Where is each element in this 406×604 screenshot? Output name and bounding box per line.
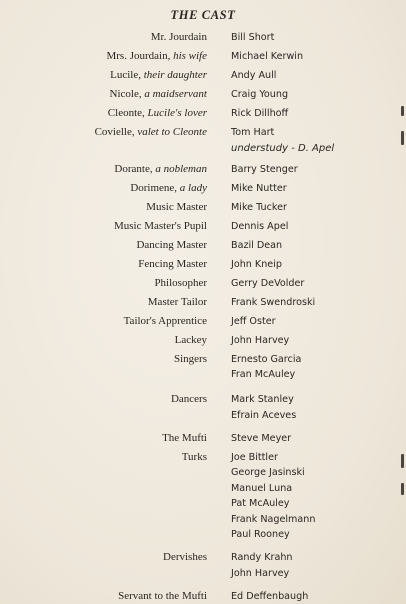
cast-row bbox=[0, 331, 406, 350]
role-label: Dervishes bbox=[163, 551, 207, 563]
actor-name: Andy Aull bbox=[231, 70, 277, 81]
role-label: Dorimene, bbox=[130, 181, 180, 194]
role-label: Master Tailor bbox=[147, 295, 207, 308]
role-name bbox=[0, 548, 207, 565]
actor-list bbox=[231, 448, 401, 543]
cast-row bbox=[0, 390, 406, 425]
actor-name: Craig Young bbox=[231, 89, 289, 100]
cast-row bbox=[0, 312, 406, 331]
actor-name: Paul Rooney bbox=[231, 529, 290, 540]
cast-row bbox=[0, 217, 406, 236]
role-name bbox=[0, 104, 207, 121]
role-name bbox=[0, 179, 207, 196]
actor-name: Mark Stanley bbox=[231, 394, 294, 405]
actor-name: Dennis Apel bbox=[231, 220, 289, 232]
actor-name: Frank Nagelmann bbox=[231, 513, 316, 525]
actor-list bbox=[231, 293, 401, 311]
actor-list bbox=[231, 548, 401, 581]
actor-list bbox=[231, 350, 401, 383]
role-name bbox=[0, 350, 207, 367]
cast-row bbox=[0, 85, 406, 104]
actor-list bbox=[231, 255, 401, 273]
role-label: Mrs. Jourdain, bbox=[106, 50, 174, 62]
actor-name: Ernesto Garcia bbox=[231, 353, 302, 365]
actor-name: Manuel Luna bbox=[231, 482, 293, 494]
role-label: The Mufti bbox=[162, 431, 207, 444]
role-name bbox=[0, 85, 207, 102]
actor-list bbox=[231, 274, 401, 292]
role-label: Servant to the Mufti bbox=[118, 589, 207, 602]
actor-name: John Kneip bbox=[231, 258, 282, 270]
role-name bbox=[0, 66, 207, 83]
actor-name: Michael Kerwin bbox=[231, 51, 304, 62]
staple-mark bbox=[401, 131, 404, 145]
role-label: Nicole, bbox=[109, 88, 145, 100]
role-name bbox=[0, 331, 207, 348]
role-name bbox=[0, 312, 207, 329]
role-description: Lucile's lover bbox=[147, 107, 207, 119]
staple-mark bbox=[401, 454, 404, 468]
actor-list bbox=[231, 390, 401, 423]
cast-row bbox=[0, 293, 406, 312]
actor-name: John Harvey bbox=[231, 567, 290, 579]
cast-row bbox=[0, 236, 406, 255]
actor-name: Tom Hart bbox=[231, 127, 275, 138]
actor-name: Joe Bittler bbox=[231, 451, 278, 463]
role-name bbox=[0, 293, 207, 310]
actor-list bbox=[231, 312, 401, 330]
role-description: a lady bbox=[179, 181, 207, 194]
role-label: Lackey bbox=[174, 333, 207, 346]
role-label: Tailor's Apprentice bbox=[123, 314, 207, 327]
cast-row bbox=[0, 198, 406, 217]
actor-name: Bazil Dean bbox=[231, 239, 283, 251]
role-name bbox=[0, 28, 207, 45]
role-name bbox=[0, 390, 207, 407]
actor-list bbox=[231, 587, 401, 604]
staple-mark bbox=[401, 483, 404, 495]
role-description: valet to Cleonte bbox=[137, 126, 207, 138]
actor-list bbox=[231, 331, 401, 349]
role-description: his wife bbox=[173, 50, 207, 62]
actor-list bbox=[231, 104, 401, 122]
role-name bbox=[0, 47, 207, 64]
actor-name: Barry Stenger bbox=[231, 163, 298, 175]
actor-name: Pat McAuley bbox=[231, 498, 290, 509]
role-name bbox=[0, 236, 207, 253]
role-label: Singers bbox=[174, 352, 207, 365]
role-name bbox=[0, 587, 207, 604]
role-description: a nobleman bbox=[155, 162, 207, 175]
actor-name: Gerry DeVolder bbox=[231, 277, 305, 289]
cast-row bbox=[0, 47, 406, 66]
actor-name: John Harvey bbox=[231, 334, 290, 346]
actor-list bbox=[231, 160, 401, 178]
role-label: Mr. Jourdain bbox=[150, 31, 207, 43]
actor-list bbox=[231, 429, 401, 447]
role-label: Fencing Master bbox=[138, 257, 207, 270]
cast-row bbox=[0, 28, 406, 47]
actor-list bbox=[231, 198, 401, 216]
cast-row bbox=[0, 255, 406, 274]
actor-name: Efrain Aceves bbox=[231, 409, 297, 421]
actor-list bbox=[231, 123, 401, 156]
actor-list bbox=[231, 179, 401, 197]
actor-name: Mike Tucker bbox=[231, 201, 287, 213]
role-label: Turks bbox=[181, 450, 207, 463]
actor-name: Jeff Oster bbox=[231, 315, 276, 327]
actor-list bbox=[231, 28, 401, 46]
role-name bbox=[0, 217, 207, 234]
cast-list bbox=[0, 28, 406, 604]
actor-name: Fran McAuley bbox=[231, 369, 296, 380]
role-label: Dorante, bbox=[114, 162, 156, 175]
role-label: Covielle, bbox=[94, 126, 138, 138]
actor-list bbox=[231, 217, 401, 235]
cast-row bbox=[0, 350, 406, 385]
cast-row bbox=[0, 123, 406, 158]
staple-mark bbox=[401, 106, 404, 116]
role-label: Music Master's Pupil bbox=[113, 219, 207, 232]
role-name bbox=[0, 274, 207, 291]
role-name bbox=[0, 448, 207, 465]
role-label: Cleonte, bbox=[107, 107, 148, 119]
actor-name: Ed Deffenbaugh bbox=[231, 590, 309, 602]
role-label: Dancing Master bbox=[136, 238, 207, 251]
role-name bbox=[0, 123, 207, 140]
cast-row bbox=[0, 160, 406, 179]
cast-row bbox=[0, 104, 406, 123]
actor-name: Mike Nutter bbox=[231, 182, 287, 194]
role-label: Lucile, bbox=[110, 69, 144, 81]
role-description: a maidservant bbox=[144, 88, 207, 100]
actor-list bbox=[231, 66, 401, 84]
actor-name: Randy Krahn bbox=[231, 552, 293, 563]
cast-row bbox=[0, 274, 406, 293]
role-label: Philosopher bbox=[154, 276, 207, 289]
cast-row bbox=[0, 66, 406, 85]
role-label: Dancers bbox=[170, 393, 207, 405]
actor-list bbox=[231, 85, 401, 103]
understudy-note: understudy - D. Apel bbox=[231, 142, 335, 154]
cast-row bbox=[0, 448, 406, 545]
role-name bbox=[0, 429, 207, 446]
actor-name: Frank Swendroski bbox=[231, 296, 316, 308]
cast-title: THE CAST bbox=[170, 8, 236, 22]
cast-row bbox=[0, 179, 406, 198]
actor-name: George Jasinski bbox=[231, 467, 305, 478]
cast-row bbox=[0, 429, 406, 448]
cast-row bbox=[0, 548, 406, 583]
cast-row bbox=[0, 587, 406, 604]
actor-name: Rick Dillhoff bbox=[231, 108, 289, 119]
actor-name: Bill Short bbox=[231, 32, 275, 43]
role-description: their daughter bbox=[143, 69, 207, 81]
actor-name: Steve Meyer bbox=[231, 432, 292, 444]
role-name bbox=[0, 255, 207, 272]
role-label: Music Master bbox=[146, 200, 207, 213]
role-name bbox=[0, 198, 207, 215]
role-name bbox=[0, 160, 207, 177]
actor-list bbox=[231, 47, 401, 65]
actor-list bbox=[231, 236, 401, 254]
